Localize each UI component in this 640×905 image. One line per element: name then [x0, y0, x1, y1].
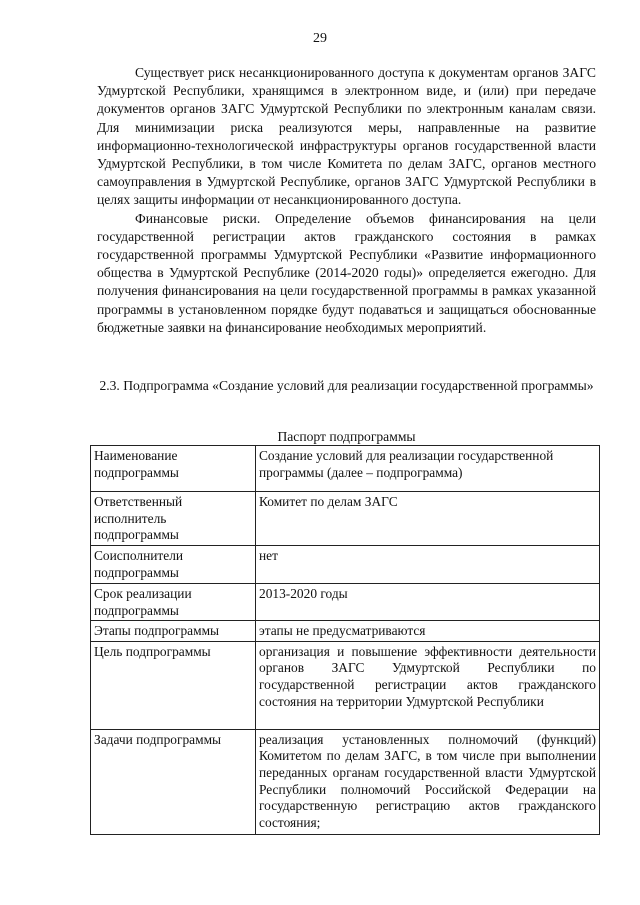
row-value: 2013-2020 годы: [256, 584, 600, 621]
body-text: [97, 64, 596, 337]
passport-table: [90, 445, 600, 835]
row-value: Создание условий для реализации государственной программы (далее – подпрограмма): [256, 446, 600, 492]
row-label: Срок реализации подпрограммы: [91, 584, 256, 621]
row-label: Этапы подпрограммы: [91, 621, 256, 642]
table-row: [91, 729, 600, 834]
table-row: [91, 546, 600, 584]
row-value: организация и повышение эффективности деятельности органов ЗАГС Удмуртской Республики по государственной регистрации актов гражданского состояния на территории Удмуртской Республики: [256, 641, 600, 729]
table-row: [91, 641, 600, 729]
row-label: Соисполнители подпрограммы: [91, 546, 256, 584]
row-label: Цель подпрограммы: [91, 641, 256, 729]
paragraph-financial-risks: Финансовые риски. Определение объемов финансирования на цели государственной регистрации актов гражданского состояния в рамках государственной программы Удмуртской Республики «Развитие информационного общества в Удмуртской Республике (2014-2020 годы)» определяется ежегодно. Для получения финансирования на цели государственной программы в рамках указанной программы в установленном порядке будут подаваться и защищаться обоснованные бюджетные заявки на финансирование необходимых мероприятий.: [97, 210, 596, 335]
table-row: [91, 584, 600, 621]
paragraph-risk-unauthorized-access: Существует риск несанкционированного доступа к документам органов ЗАГС Удмуртской Республики, хранящимся в электронном виде, и (или) при передаче документов органов ЗАГС Удмуртской Республики по электронным каналам связи. Для минимизации риска реализуются меры, направленные на развитие информационно-технологической инфраструктуры органов государственной власти Удмуртской Республики, в том числе Комитета по делам ЗАГС, органов местного самоуправления в Удмуртской Республике, органов ЗАГС Удмуртской Республики в целях защиты информации от несанкционированного доступа.: [97, 65, 596, 208]
row-value: этапы не предусматриваются: [256, 621, 600, 642]
table-row: [91, 621, 600, 642]
table-row: [91, 446, 600, 492]
table-caption: Паспорт подпрограммы: [277, 429, 416, 444]
row-label: Задачи подпрограммы: [91, 729, 256, 834]
row-label: Ответственный исполнитель подпрограммы: [91, 492, 256, 546]
row-value: нет: [256, 546, 600, 584]
page-number: 29: [313, 31, 327, 46]
row-value: реализация установленных полномочий (функций) Комитетом по делам ЗАГС, в том числе при выполнении переданных органам государственной власти Удмуртской Республики полномочий Российской Федерации на государственную регистрацию актов гражданского состояния;: [256, 729, 600, 834]
row-value: Комитет по делам ЗАГС: [256, 492, 600, 546]
row-label: Наименование подпрограммы: [91, 446, 256, 492]
section-heading: 2.3. Подпрограмма «Создание условий для реализации государственной программы»: [99, 378, 594, 393]
table-row: [91, 492, 600, 546]
